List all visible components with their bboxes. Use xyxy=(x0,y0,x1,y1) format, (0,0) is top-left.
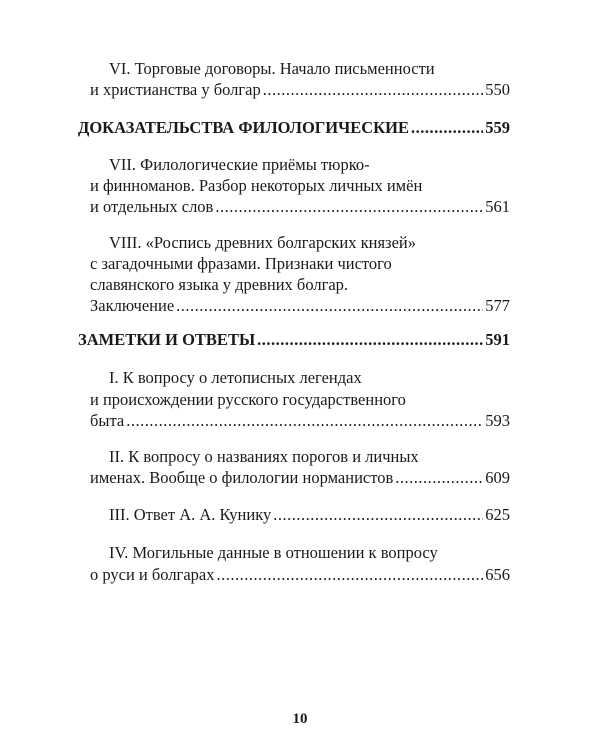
dot-leader xyxy=(176,294,483,318)
section-title: ЗАМЕТКИ И ОТВЕТЫ xyxy=(78,330,256,349)
dot-leader xyxy=(216,563,483,587)
dot-leader xyxy=(257,328,483,352)
toc-entry-text: VIII. «Роспись древних болгарских князей» xyxy=(109,233,416,252)
section-title: ДОКАЗАТЕЛЬСТВА ФИЛОЛОГИЧЕСКИЕ xyxy=(78,118,409,137)
toc-entry-text: и отдельных слов xyxy=(90,197,214,216)
toc-section-philological xyxy=(78,116,510,140)
toc-page-number: 561 xyxy=(485,197,510,216)
toc-entry-leader-line xyxy=(90,78,510,102)
toc-entry-text: I. К вопросу о летописных легендах xyxy=(109,368,362,387)
toc-entry-text: II. К вопросу о названиях порогов и личных xyxy=(109,447,419,466)
toc-entry-leader-line xyxy=(90,409,510,433)
toc-page-number: 625 xyxy=(485,505,510,524)
toc-entry-text: именах. Вообще о филологии норманистов xyxy=(90,468,394,487)
toc-entry-text: славянского языка у древних болгар. xyxy=(90,275,349,294)
toc-page-number: 559 xyxy=(485,118,510,137)
toc-page-number: 656 xyxy=(485,565,510,584)
toc-entry-text: Заключение xyxy=(90,296,175,315)
dot-leader xyxy=(215,195,483,219)
toc-entry-text: IV. Могильные данные в отношении к вопросу xyxy=(109,543,438,562)
dot-leader xyxy=(263,78,484,102)
dot-leader xyxy=(273,503,483,527)
toc-page-number: 609 xyxy=(485,468,510,487)
toc-section-notes xyxy=(78,328,510,352)
page-number: 10 xyxy=(292,711,308,727)
dot-leader xyxy=(395,466,483,490)
toc-entry-text: и финноманов. Разбор некоторых личных имён xyxy=(90,176,423,195)
toc-page-number: 577 xyxy=(485,296,510,315)
toc-page-number: 593 xyxy=(485,411,510,430)
toc-entry-iii xyxy=(109,503,510,527)
toc-entry-text: VI. Торговые договоры. Начало письменности xyxy=(109,59,435,78)
dot-leader xyxy=(126,409,483,433)
toc-entry-text: быта xyxy=(90,411,125,430)
toc-entry-text: и христианства у болгар xyxy=(90,80,261,99)
toc-entry-text: VII. Филологические приёмы тюрко- xyxy=(109,155,370,174)
toc-entry-text: с загадочными фразами. Признаки чистого xyxy=(90,254,392,273)
toc-page-number: 591 xyxy=(485,330,510,349)
toc-entry-text: III. Ответ А. А. Кунику xyxy=(109,505,272,524)
toc-page-number: 550 xyxy=(485,80,510,99)
toc-entry-leader-line xyxy=(90,563,510,587)
toc-entry-text: о руси и болгарах xyxy=(90,565,215,584)
toc-entry-leader-line xyxy=(90,466,510,490)
toc-entry-leader-line xyxy=(90,294,510,318)
toc-entry-text: и происхождении русского государственного xyxy=(90,390,406,409)
dot-leader xyxy=(411,116,483,140)
toc-entry-leader-line xyxy=(90,195,510,219)
